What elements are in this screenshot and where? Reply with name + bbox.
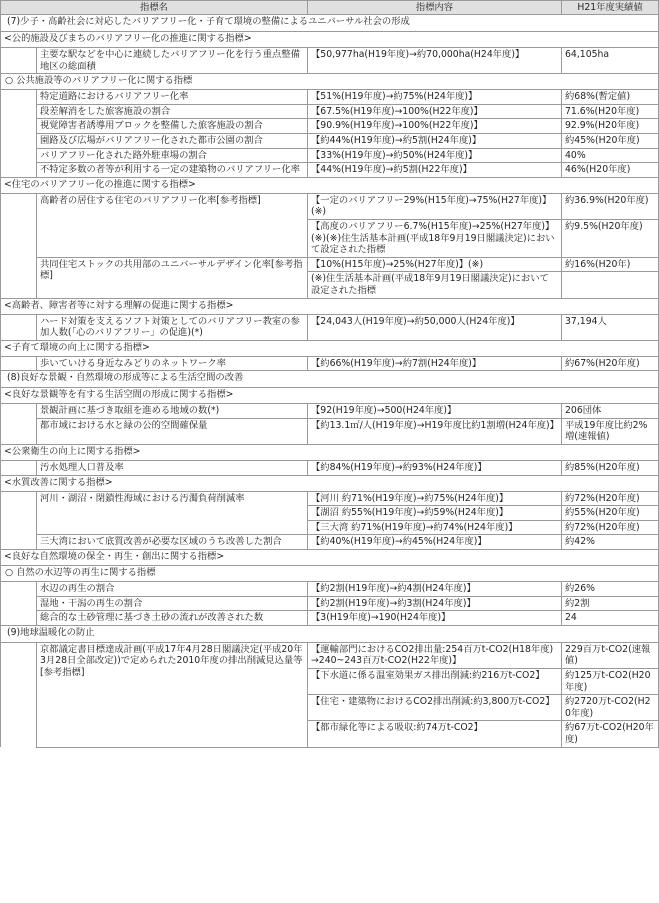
indicator-result: 約36.9%(H20年度)	[562, 193, 659, 219]
indent-cell	[1, 404, 37, 419]
indicator-target: 【約44%(H19年度)→約5割(H24年度)】	[308, 133, 562, 148]
indicator-name: 三大湾において底質改善が必要な区域のうち改善した割合	[37, 535, 308, 550]
indent-cell	[1, 461, 37, 476]
indicator-target: 【44%(H19年度)→約5割(H22年度)】	[308, 163, 562, 178]
indicator-target: 【約40%(H19年度)→約45%(H24年度)】	[308, 535, 562, 550]
indent-cell	[1, 48, 37, 74]
indent-cell	[1, 582, 37, 597]
indicator-target: 【高度のバリアフリー6.7%(H15年度)→25%(H27年度)】(※)(※)住生活基本計画(平成18年9月19日閣議決定)において設定された指標	[308, 219, 562, 257]
indicator-target: 【河川 約71%(H19年度)→約75%(H24年度)】	[308, 491, 562, 506]
indicator-target: (※)住生活基本計画(平成18年9月19日閣議決定)において設定された指標	[308, 272, 562, 298]
subsection-title: <良好な自然環境の保全・再生・創出に関する指標>	[1, 550, 659, 566]
indicator-name: 河川・湖沼・閉鎖性海域における汚濁負荷削減率	[37, 491, 308, 535]
table-row	[1, 133, 659, 148]
subsection-title: <良好な景観等を有する生活空間の形成に関する指標>	[1, 388, 659, 404]
indicator-target: 【67.5%(H19年度)→100%(H22年度)】	[308, 104, 562, 119]
category-title: ○ 公共施設等のバリアフリー化に関する指標	[1, 74, 659, 90]
indent-cell	[1, 119, 37, 134]
subsection-title: <子育て環境の向上に関する指標>	[1, 340, 659, 356]
table-row	[1, 257, 659, 272]
indent-cell	[1, 356, 37, 371]
indicator-target: 【三大湾 約71%(H19年度)→約74%(H24年度)】	[308, 520, 562, 535]
indent-cell	[1, 506, 37, 521]
subsection-title: <高齢者、障害者等に対する理解の促進に関する指標>	[1, 298, 659, 314]
indicator-target: 【3(H19年度)→190(H24年度)】	[308, 611, 562, 626]
indicator-target: 【90.9%(H19年度)→100%(H22年度)】	[308, 119, 562, 134]
indicator-result: 64,105ha	[562, 48, 659, 74]
table-row	[1, 90, 659, 105]
indent-cell	[1, 535, 37, 550]
table-row	[1, 119, 659, 134]
indicator-name: 視覚障害者誘導用ブロックを整備した旅客施設の割合	[37, 119, 308, 134]
indicator-result: 約72%(H20年度)	[562, 520, 659, 535]
subsection-title: <公的施設及びまちのバリアフリー化の推進に関する指標>	[1, 32, 659, 48]
table-row	[1, 104, 659, 119]
category-title: ○ 自然の水辺等の再生に関する指標	[1, 566, 659, 582]
indicator-name: 共同住宅ストックの共用部のユニバーサルデザイン化率[参考指標]	[37, 257, 308, 298]
table-row	[1, 193, 659, 219]
indent-cell	[1, 163, 37, 178]
section-title: (8)良好な景観・自然環境の形成等による生活空間の改善	[1, 371, 659, 388]
indicator-name: バリアフリー化された路外駐車場の割合	[37, 148, 308, 163]
indent-cell	[1, 193, 37, 219]
indicator-name: 園路及び広場がバリアフリー化された都市公園の割合	[37, 133, 308, 148]
header-name: 指標名	[1, 1, 308, 15]
table-row	[1, 535, 659, 550]
indicator-result: 約45%(H20年度)	[562, 133, 659, 148]
indicator-name: 汚水処理人口普及率	[37, 461, 308, 476]
table-row	[1, 418, 659, 444]
section-title: (9)地球温暖化の防止	[1, 625, 659, 642]
indicator-result: 約68%(暫定値)	[562, 90, 659, 105]
header-content: 指標内容	[308, 1, 562, 15]
table-row	[1, 314, 659, 340]
indicator-name: 京都議定書目標達成計画(平成17年4月28日閣議決定(平成20年3月28日全部改定))で定められた2010年度の排出削減見込量等[参考指標]	[37, 642, 308, 747]
indicator-name: 主要な駅などを中心に連続したバリアフリー化を行う重点整備地区の総面積	[37, 48, 308, 74]
indicator-name: 段差解消をした旅客施設の割合	[37, 104, 308, 119]
indicator-target: 【約2割(H19年度)→約3割(H24年度)】	[308, 596, 562, 611]
subsection-title: <水質改善に関する指標>	[1, 475, 659, 491]
indent-cell	[1, 148, 37, 163]
table-row	[1, 371, 659, 388]
indent-cell	[1, 642, 37, 668]
indicator-result: 40%	[562, 148, 659, 163]
indicator-result	[562, 272, 659, 298]
indicator-target: 【一定のバリアフリー29%(H15年度)→75%(H27年度)】(※)	[308, 193, 562, 219]
table-row	[1, 298, 659, 314]
indent-cell	[1, 104, 37, 119]
indent-cell	[1, 611, 37, 626]
indicator-result: 24	[562, 611, 659, 626]
indent-cell	[1, 721, 37, 747]
indicator-target: 【住宅・建築物におけるCO2排出削減:約3,800万t-CO2】	[308, 695, 562, 721]
table-row	[1, 475, 659, 491]
indicator-target: 【10%(H15年度)→25%(H27年度)】(※)	[308, 257, 562, 272]
indicator-result: 約85%(H20年度)	[562, 461, 659, 476]
indicator-target: 【33%(H19年度)→約50%(H24年度)】	[308, 148, 562, 163]
indicator-result: 平成19年度比約2%増(速報値)	[562, 418, 659, 444]
indicator-name: 湿地・干潟の再生の割合	[37, 596, 308, 611]
indicator-target: 【92(H19年度)→500(H24年度)】	[308, 404, 562, 419]
header-result: H21年度実績値	[562, 1, 659, 15]
indicator-target: 【約84%(H19年度)→約93%(H24年度)】	[308, 461, 562, 476]
indicator-name: 歩いていける身近なみどりのネットワーク率	[37, 356, 308, 371]
indicator-result: 約2720万t-CO2(H20年度)	[562, 695, 659, 721]
table-row	[1, 550, 659, 566]
indicator-result: 約55%(H20年度)	[562, 506, 659, 521]
indent-cell	[1, 257, 37, 272]
indent-cell	[1, 219, 37, 257]
table-row	[1, 582, 659, 597]
indicator-target: 【51%(H19年度)→約75%(H24年度)】	[308, 90, 562, 105]
table-row	[1, 461, 659, 476]
indicator-result: 229百万t-CO2(速報値)	[562, 642, 659, 668]
indicator-name: 高齢者の居住する住宅のバリアフリー化率[参考指標]	[37, 193, 308, 257]
indicator-target: 【湖沼 約55%(H19年度)→約59%(H24年度)】	[308, 506, 562, 521]
table-row	[1, 74, 659, 90]
indicator-target: 【約66%(H19年度)→約7割(H24年度)】	[308, 356, 562, 371]
indicator-target: 【約13.1㎡/人(H19年度)→H19年度比約1割増(H24年度)】	[308, 418, 562, 444]
indicator-result: 約67万t-CO2(H20年度)	[562, 721, 659, 747]
table-row	[1, 163, 659, 178]
header-row	[1, 1, 659, 15]
table-row	[1, 611, 659, 626]
section-title: (7)少子・高齢社会に対応したバリアフリー化・子育て環境の整備によるユニバーサル社会の形成	[1, 15, 659, 32]
indicator-result: 約26%	[562, 582, 659, 597]
table-row	[1, 625, 659, 642]
indicator-target: 【50,977ha(H19年度)→約70,000ha(H24年度)】	[308, 48, 562, 74]
indent-cell	[1, 314, 37, 340]
indicator-result: 37,194人	[562, 314, 659, 340]
table-row	[1, 177, 659, 193]
indent-cell	[1, 520, 37, 535]
indent-cell	[1, 695, 37, 721]
table-row	[1, 32, 659, 48]
indicator-target: 【運輸部門におけるCO2排出量:254百万t-CO2(H18年度)→240~243百万t-CO2(H22年度)】	[308, 642, 562, 668]
subsection-title: <公衆衛生の向上に関する指標>	[1, 445, 659, 461]
indent-cell	[1, 669, 37, 695]
indent-cell	[1, 90, 37, 105]
table-row	[1, 340, 659, 356]
indicator-target: 【下水道に係る温室効果ガス排出削減:約216万t-CO2】	[308, 669, 562, 695]
indicator-result: 約67%(H20年度)	[562, 356, 659, 371]
indicator-result: 92.9%(H20年度)	[562, 119, 659, 134]
indent-cell	[1, 418, 37, 444]
indicator-name: 不特定多数の者等が利用する一定の建築物のバリアフリー化率	[37, 163, 308, 178]
indicator-target: 【約2割(H19年度)→約4割(H24年度)】	[308, 582, 562, 597]
table-row	[1, 404, 659, 419]
table-row	[1, 356, 659, 371]
subsection-title: <住宅のバリアフリー化の推進に関する指標>	[1, 177, 659, 193]
table-row	[1, 148, 659, 163]
indicator-name: 水辺の再生の割合	[37, 582, 308, 597]
table-row	[1, 15, 659, 32]
table-row	[1, 388, 659, 404]
indent-cell	[1, 491, 37, 506]
indicator-result: 約16%(H20年)	[562, 257, 659, 272]
indicator-name: 特定道路におけるバリアフリー化率	[37, 90, 308, 105]
indicator-name: 都市域における水と緑の公的空間確保量	[37, 418, 308, 444]
indicator-target: 【都市緑化等による吸収:約74万t-CO2】	[308, 721, 562, 747]
indicator-target: 【24,043人(H19年度)→約50,000人(H24年度)】	[308, 314, 562, 340]
indicator-result: 約2割	[562, 596, 659, 611]
indicator-result: 約42%	[562, 535, 659, 550]
table-row	[1, 491, 659, 506]
indicator-name: 総合的な土砂管理に基づき土砂の流れが改善された数	[37, 611, 308, 626]
indicator-result: 46%(H20年度)	[562, 163, 659, 178]
table-row	[1, 48, 659, 74]
indicator-result: 71.6%(H20年度)	[562, 104, 659, 119]
table-row	[1, 445, 659, 461]
indent-cell	[1, 133, 37, 148]
indicator-name: 景観計画に基づき取組を進める地域の数(*)	[37, 404, 308, 419]
indicator-result: 206団体	[562, 404, 659, 419]
table-row	[1, 642, 659, 668]
indicator-name: ハード対策を支えるソフト対策としてのバリアフリー教室の参加人数(「心のバリアフリー」の促進)(*)	[37, 314, 308, 340]
indent-cell	[1, 596, 37, 611]
table-row	[1, 596, 659, 611]
indent-cell	[1, 272, 37, 298]
indicator-result: 約125万t-CO2(H20年度)	[562, 669, 659, 695]
indicator-table-body	[1, 15, 659, 748]
indicator-result: 約72%(H20年度)	[562, 491, 659, 506]
indicator-result: 約9.5%(H20年度)	[562, 219, 659, 257]
table-row	[1, 566, 659, 582]
